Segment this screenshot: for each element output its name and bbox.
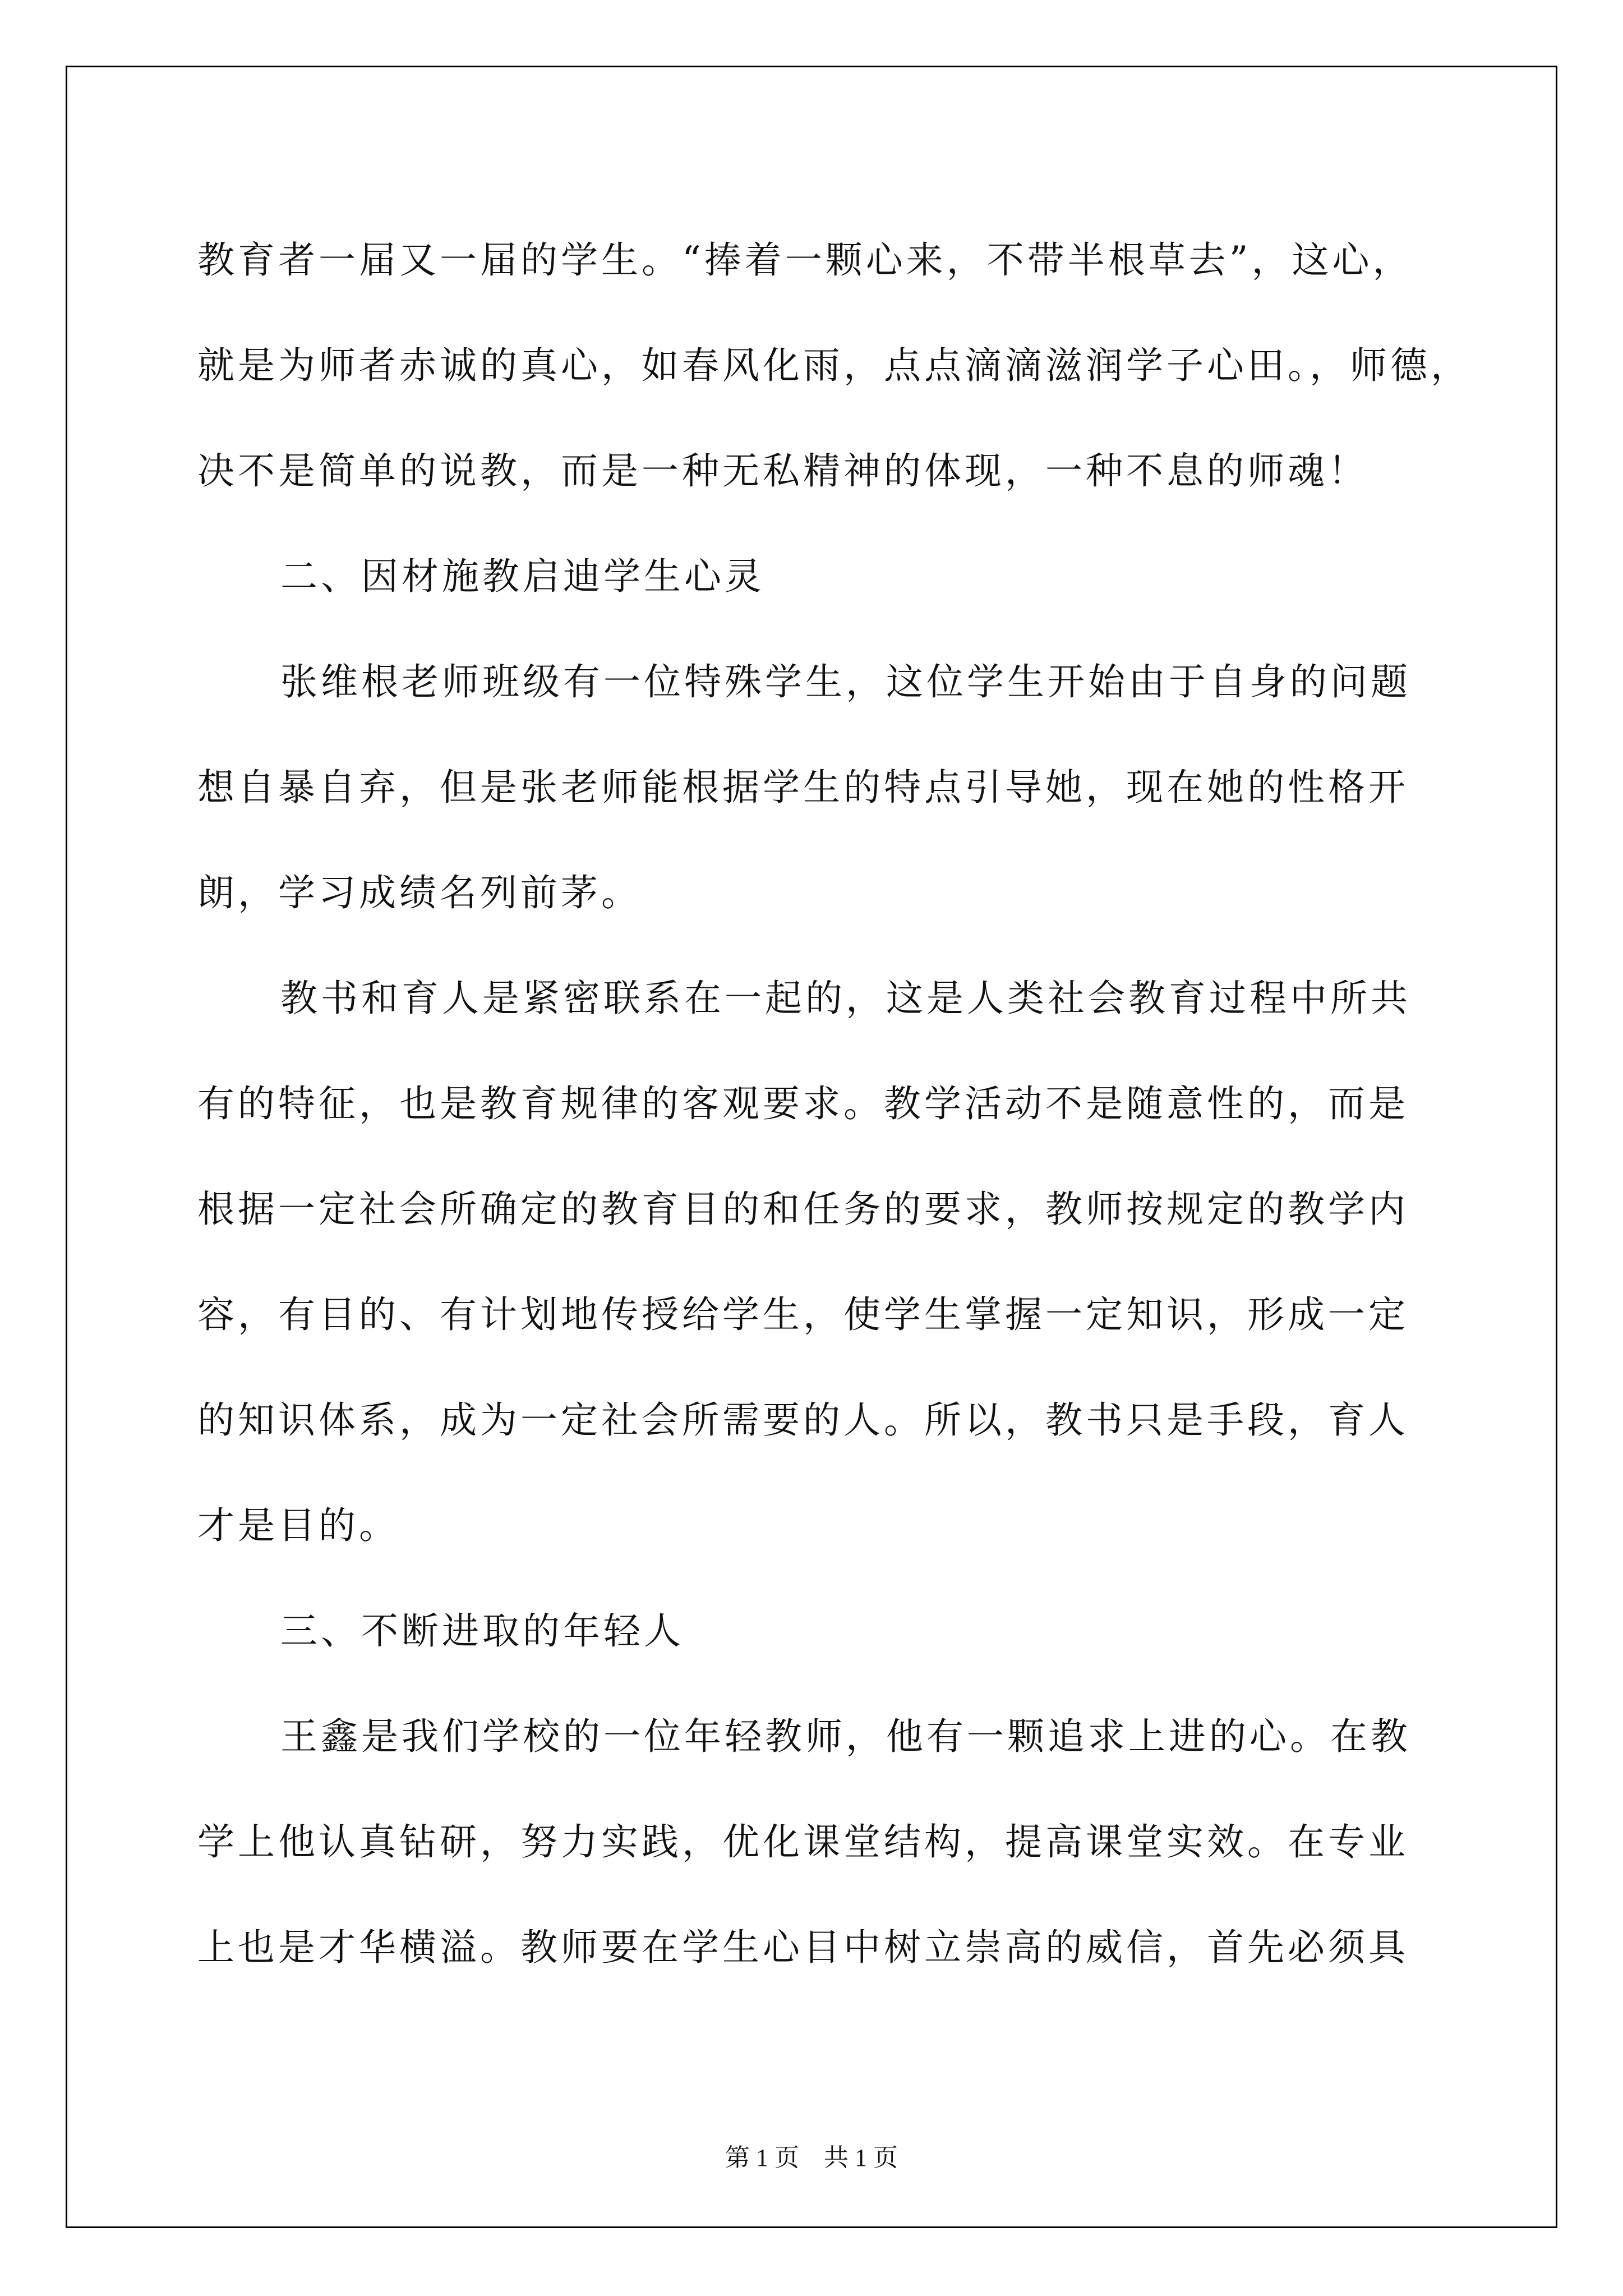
document-body [197,208,1487,2000]
section-heading-3: 三、不断进取的年轻人 [280,1609,684,1653]
text-line: 就是为师者赤诚的真心，如春风化雨，点点滴滴滋润学子心田。，师德， [197,344,1471,387]
page-number-footer: 第 1 页 共 1 页 [725,2144,898,2171]
text-line: 决不是简单的说教，而是一种无私精神的体现，一种不息的师魂！ [197,449,1368,493]
paragraph-2: 张维根老师班级有一位特殊学生，这位学生开始由于自身的问题想自暴自弃，但是张老师能根据学生的特点引导她，现在她的性格开朗，学习成绩名列前茅。 [197,660,1411,914]
section-heading-2: 二、因材施教启迪学生心灵 [280,555,765,598]
paragraph-4: 王鑫是我们学校的一位年轻教师，他有一颗追求上进的心。在教学上他认真钻研，努力实践，优化课堂结构，提高课堂实效。在专业上也是才华横溢。教师要在学生心目中树立崇高的威信，首先必须具 [197,1715,1411,1969]
paragraph-3: 教书和育人是紧密联系在一起的，这是人类社会教育过程中所共有的特征，也是教育规律的客观要求。教学活动不是随意性的，而是根据一定社会所确定的教育目的和任务的要求，教师按规定的教学内容，有目的、有计划地传授给学生，使学生掌握一定知识，形成一定的知识体系，成为一定社会所需要的人。所以，教书只是手段，育人才是目的。 [197,977,1411,1547]
text-line: 教育者一届又一届的学生。“捧着一颗心来，不带半根草去”，这心， [197,238,1413,282]
